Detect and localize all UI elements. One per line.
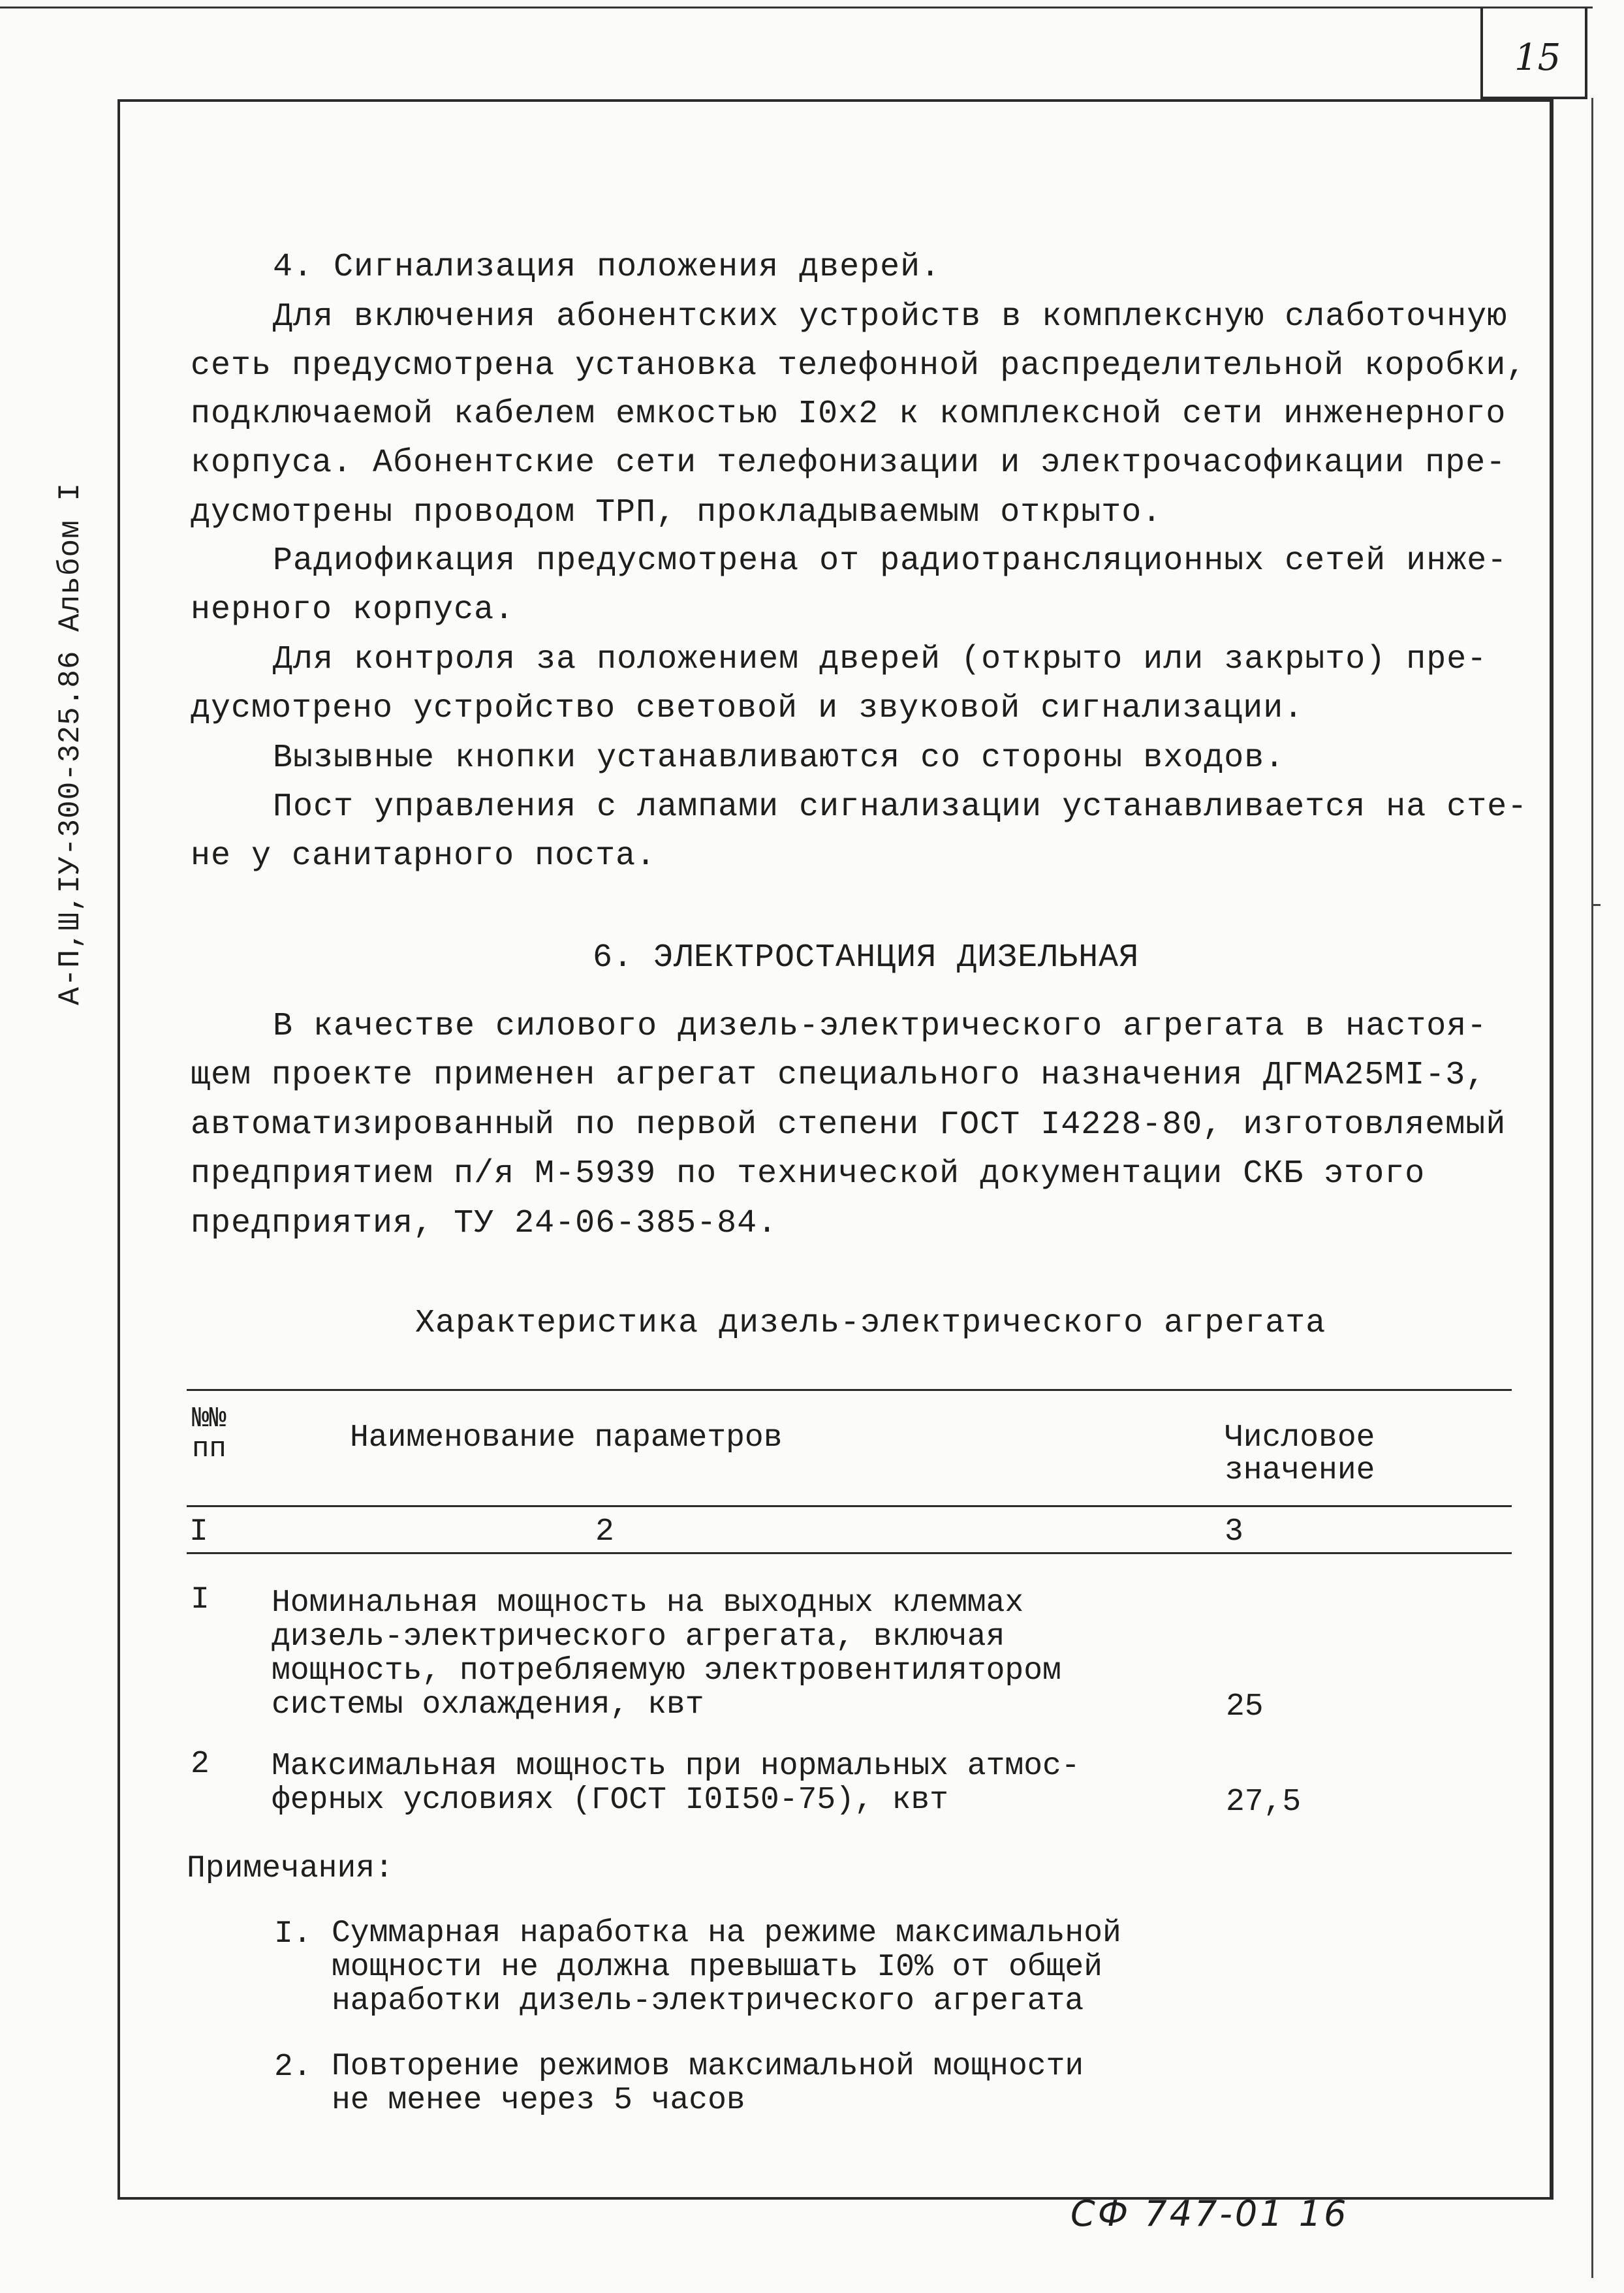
table-numbers-rule — [187, 1552, 1512, 1554]
note-text: мощности не должна превышать I0% от общей — [332, 1950, 1102, 1985]
table-row-value: 27,5 — [1226, 1785, 1302, 1820]
table-caption: Характеристика дизель-электрического агрегата — [415, 1305, 1326, 1342]
table-row-text: системы охлаждения, квт — [272, 1687, 704, 1723]
note-text: Повторение режимов максимальной мощности — [332, 2049, 1084, 2084]
table-row-text: ферных условиях (ГОСТ I0I50-75), квт — [272, 1783, 948, 1818]
paragraph-line: предприятием п/я М-5939 по технической документации СКБ этого — [191, 1155, 1426, 1193]
note-text: не менее через 5 часов — [332, 2083, 745, 2118]
table-header-name: Наименование параметров — [350, 1420, 783, 1456]
paragraph-line: щем проекте применен агрегат специального назначения ДГМА25МI-3, — [191, 1057, 1486, 1094]
paragraph-line: дусмотрено устройство световой и звуковой сигнализации. — [191, 690, 1304, 727]
paragraph-line: не у санитарного поста. — [191, 837, 657, 875]
table-row-text: дизель-электрического агрегата, включая — [272, 1619, 1005, 1655]
table-header-rule — [187, 1505, 1512, 1507]
footer-stamp: СФ 747-01 16 — [1070, 2193, 1349, 2234]
note-number: 2. — [274, 2050, 312, 2085]
paragraph-line: сеть предусмотрена установка телефонной распределительной коробки, — [191, 347, 1527, 384]
paragraph-line: 4. Сигнализация положения дверей. — [273, 249, 941, 286]
table-top-rule — [187, 1389, 1512, 1391]
table-header-value: значение — [1225, 1453, 1375, 1488]
paragraph-line: Радиофикация предусмотрена от радиотрансляционных сетей инже- — [273, 542, 1508, 580]
table-header-num: №№ — [192, 1403, 226, 1435]
paragraph-line: Вызывные кнопки устанавливаются со стороны входов. — [273, 740, 1285, 777]
section-heading: 6. ЭЛЕКТРОСТАНЦИЯ ДИЗЕЛЬНАЯ — [593, 939, 1140, 976]
table-row-text: Максимальная мощность при нормальных атмос- — [272, 1749, 1080, 1784]
paragraph-line: нерного корпуса. — [191, 591, 515, 629]
top-border-line — [0, 7, 1593, 8]
table-row-text: Номинальная мощность на выходных клеммах — [272, 1585, 1024, 1621]
table-col-number: 2 — [595, 1514, 614, 1550]
table-header-num: пп — [192, 1433, 226, 1465]
table-row-num: I — [191, 1582, 210, 1617]
album-side-label: А-П,Ш,IУ-300-325.86 Альбом I — [54, 482, 87, 1005]
table-row-num: 2 — [191, 1747, 210, 1782]
note-number: I. — [274, 1916, 312, 1952]
paragraph-line: Для включения абонентских устройств в комплексную слаботочную — [273, 298, 1508, 335]
table-col-number: I — [189, 1514, 208, 1550]
paragraph-line: Для контроля за положением дверей (открыто или закрыто) пре- — [273, 641, 1488, 678]
right-margin-tick — [1591, 904, 1601, 906]
notes-title: Примечания: — [187, 1851, 394, 1886]
paragraph-line: дусмотрены проводом ТРП, прокладываемым открыто. — [191, 494, 1163, 531]
table-col-number: 3 — [1225, 1514, 1243, 1550]
note-text: Суммарная наработка на режиме максимальной — [332, 1916, 1121, 1951]
right-margin-line — [1591, 98, 1593, 2278]
paragraph-line: корпуса. Абонентские сети телефонизации и электрочасофикации пре- — [191, 445, 1507, 482]
table-header-value: Числовое — [1225, 1420, 1375, 1456]
paragraph-line: подключаемой кабелем емкостью I0х2 к комплексной сети инженерного — [191, 396, 1507, 433]
paragraph-line: Пост управления с лампами сигнализации устанавливается на сте- — [273, 788, 1528, 826]
paragraph-line: автоматизированный по первой степени ГОСТ I4228-80, изготовляемый — [191, 1106, 1507, 1144]
table-row-text: мощность, потребляемую электровентилятором — [272, 1653, 1061, 1689]
note-text: наработки дизель-электрического агрегата — [332, 1984, 1084, 2019]
paragraph-line: предприятия, ТУ 24-06-385-84. — [191, 1205, 778, 1242]
table-row-value: 25 — [1226, 1689, 1264, 1724]
paragraph-line: В качестве силового дизель-электрического агрегата в настоя- — [273, 1008, 1488, 1045]
page-number: 15 — [1514, 37, 1561, 79]
